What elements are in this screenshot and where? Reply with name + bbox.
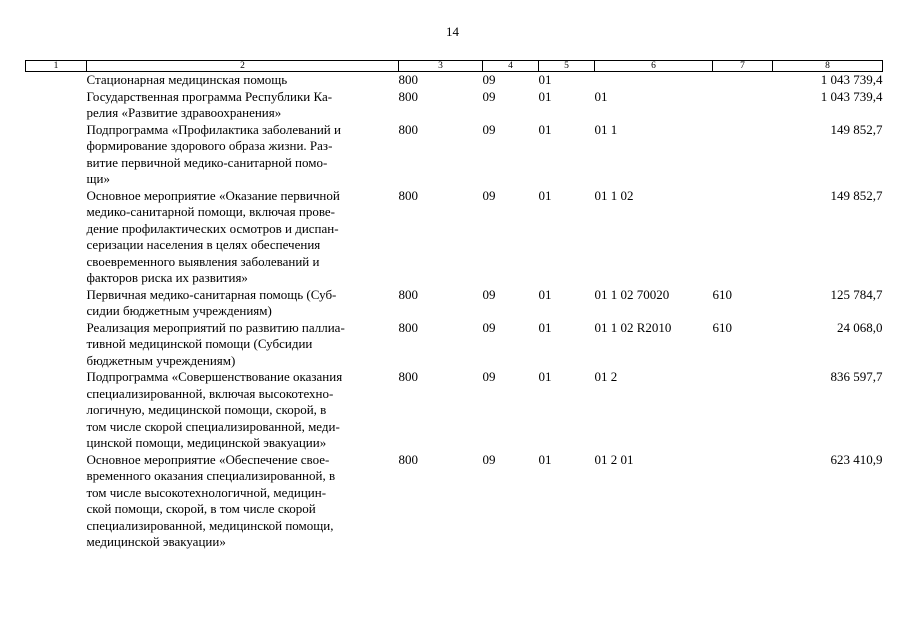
row-description	[87, 320, 399, 370]
row-section-code: 09	[482, 319, 496, 335]
table-row	[26, 369, 883, 452]
row-amount: 836 597,7	[830, 369, 883, 384]
row-amount: 149 852,7	[830, 121, 883, 137]
row-amount: 623 410,9	[830, 451, 883, 467]
row-col-1-cell	[26, 287, 87, 320]
row-amount: 125 784,7	[830, 286, 883, 302]
row-target-article-code: 01 1	[594, 121, 618, 137]
row-section-code: 09	[482, 286, 496, 302]
row-ministry-code: 800	[398, 319, 418, 335]
row-subsection-code: 01	[538, 121, 552, 137]
row-col-1-cell	[26, 122, 87, 188]
header-col-8: 8	[773, 61, 883, 72]
header-col-5: 5	[539, 61, 595, 72]
row-expense-type-code: 610	[712, 319, 732, 335]
row-subsection-code: 01	[538, 187, 552, 203]
row-description	[87, 188, 399, 287]
row-amount: 24 068,0	[837, 319, 883, 335]
row-subsection-code: 01	[538, 319, 552, 335]
row-description	[87, 369, 399, 452]
row-target-article-code: 01	[594, 88, 608, 104]
row-expense-type-code	[713, 89, 773, 122]
table-row	[26, 287, 883, 320]
row-ministry-code: 800	[398, 187, 418, 203]
row-expense-type-code	[713, 369, 773, 452]
row-target-article-code: 01 1 02 R2010	[594, 319, 672, 335]
row-subsection-code: 01	[538, 369, 552, 384]
budget-table	[25, 60, 883, 551]
row-description	[87, 452, 399, 551]
header-col-4: 4	[483, 61, 539, 72]
row-col-1-cell	[26, 188, 87, 287]
row-section-code: 09	[482, 72, 496, 87]
row-expense-type-code	[713, 72, 773, 89]
row-subsection-code: 01	[538, 286, 552, 302]
row-ministry-code: 800	[398, 121, 418, 137]
row-expense-type-code	[713, 122, 773, 188]
column-number-header-row	[26, 61, 883, 72]
row-ministry-code: 800	[398, 369, 418, 384]
page-number: 14	[446, 24, 459, 39]
row-col-1-cell	[26, 320, 87, 370]
row-description-text: Стационарная медицинская помощь	[86, 72, 288, 87]
row-description-text: Основное мероприятие «Обеспечение свое- временного оказания специализированной, в том числе высокотехнологичной, медицин- ской помощи, скорой, в том числе скорой специализированной, медицинской помощи, медицинской эвакуации»	[86, 451, 336, 549]
row-col-1-cell	[26, 89, 87, 122]
header-col-3: 3	[399, 61, 483, 72]
table-row	[26, 320, 883, 370]
row-subsection-code: 01	[538, 72, 552, 87]
row-expense-type-code	[713, 452, 773, 551]
row-section-code: 09	[482, 451, 496, 467]
table-row	[26, 72, 883, 89]
row-description	[87, 287, 399, 320]
table-row	[26, 188, 883, 287]
table-row	[26, 452, 883, 551]
row-description-text: Реализация мероприятий по развитию паллиа- тивной медицинской помощи (Субсидии бюджетным учреждениям)	[86, 319, 345, 368]
row-amount: 1 043 739,4	[820, 72, 883, 87]
row-section-code: 09	[482, 369, 496, 384]
row-col-1-cell	[26, 369, 87, 452]
header-col-6: 6	[595, 61, 713, 72]
table-row	[26, 122, 883, 188]
row-description	[87, 122, 399, 188]
header-col-2: 2	[87, 61, 399, 72]
row-description	[87, 72, 399, 89]
row-section-code: 09	[482, 187, 496, 203]
row-subsection-code: 01	[538, 88, 552, 104]
row-ministry-code: 800	[398, 286, 418, 302]
row-target-article-code: 01 1 02	[594, 187, 634, 203]
header-col-7: 7	[713, 61, 773, 72]
row-description-text: Первичная медико-санитарная помощь (Суб- сидии бюджетным учреждениям)	[86, 286, 337, 318]
row-description	[87, 89, 399, 122]
row-target-article-code: 01 2	[594, 369, 618, 384]
row-target-article-code: 01 2 01	[594, 451, 634, 467]
row-amount: 149 852,7	[830, 187, 883, 203]
row-description-text: Подпрограмма «Профилактика заболеваний и формирование здорового образа жизни. Раз- витие первичной медико-санитарной помо- щи»	[86, 121, 341, 186]
row-col-1-cell	[26, 72, 87, 89]
row-amount: 1 043 739,4	[820, 88, 883, 104]
row-description-text: Основное мероприятие «Оказание первичной медико-санитарной помощи, включая прове- дение профилактических осмотров и диспан- серизации населения в целях обеспечения своевременного выявления заболеваний и факторов риска их развития»	[86, 187, 340, 285]
row-section-code: 09	[482, 88, 496, 104]
row-ministry-code: 800	[398, 72, 418, 87]
row-subsection-code: 01	[538, 451, 552, 467]
row-ministry-code: 800	[398, 88, 418, 104]
row-expense-type-code	[713, 188, 773, 287]
row-section-code: 09	[482, 121, 496, 137]
row-target-article-code: 01 1 02 70020	[594, 286, 670, 302]
row-target-article-code	[595, 72, 713, 89]
row-col-1-cell	[26, 452, 87, 551]
row-ministry-code: 800	[398, 451, 418, 467]
header-col-1: 1	[26, 61, 87, 72]
row-description-text: Государственная программа Республики Ка- релия «Развитие здравоохранения»	[86, 88, 333, 120]
row-description-text: Подпрограмма «Совершенствование оказания специализированной, включая высокотехно- логичную, медицинской помощи, скорой, в том числе скорой специализированной, меди- цинской помощи, медицинской эвакуации»	[86, 369, 343, 450]
row-expense-type-code: 610	[712, 286, 732, 302]
table-row	[26, 89, 883, 122]
